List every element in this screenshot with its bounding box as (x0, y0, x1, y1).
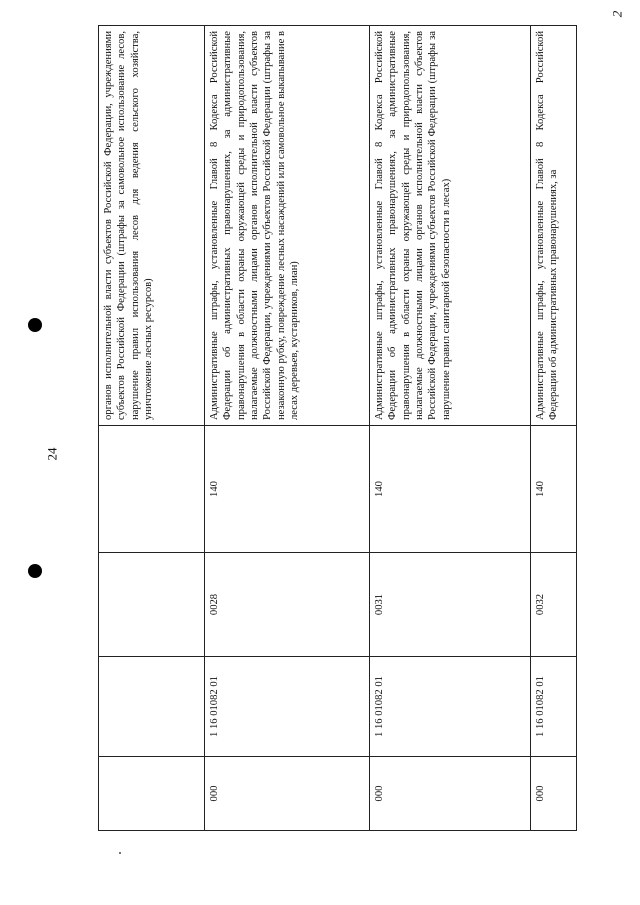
description-cell: Административные штрафы, установленные Главой 8 Кодекса Российской Федерации об административных правонарушениях, за административные правонарушения в области охраны окружающей среды и природопользования, налагаемые должностными лицами органов исполнительной власти субъектов Российской Федерации, учреждениями субъектов Российской Федерации (штрафы за нарушение правил санитарной безопасности в лесах) (370, 26, 531, 426)
subcode-cell: 0031 (370, 553, 531, 657)
kbk-cell: 1 16 01082 01 (531, 657, 577, 757)
table-row (370, 26, 531, 831)
kosgu-cell: 140 (531, 426, 577, 553)
subcode-cell (99, 553, 205, 657)
description-cell: Административные штрафы, установленные Главой 8 Кодекса Российской Федерации об административных правонарушениях, за административные правонарушения в области охраны окружающей среды и природопользования, налагаемые должностными лицами органов исполнительной власти субъектов Российской Федерации, учреждениями субъектов Российской Федерации (штрафы за незаконную рубку, повреждение лесных насаждений или самовольное выкапывание в лесах деревьев, кустарников, лиан) (205, 26, 370, 426)
table-row (531, 26, 577, 831)
scan-speck (119, 852, 121, 854)
rotated-table-container (98, 26, 562, 831)
subcode-cell: 0032 (531, 553, 577, 657)
admin-code-cell: 000 (370, 757, 531, 831)
table-row (205, 26, 370, 831)
budget-codes-table (98, 25, 577, 831)
kbk-cell: 1 16 01082 01 (370, 657, 531, 757)
subcode-cell: 0028 (205, 553, 370, 657)
kbk-cell: 1 16 01082 01 (205, 657, 370, 757)
page-number: 24 (44, 447, 60, 461)
table-row (99, 26, 205, 831)
kbk-cell (99, 657, 205, 757)
admin-code-cell: 000 (205, 757, 370, 831)
admin-code-cell: 000 (531, 757, 577, 831)
corner-handwritten-mark: 2 (609, 10, 625, 18)
kosgu-cell: 140 (370, 426, 531, 553)
kosgu-cell (99, 426, 205, 553)
description-cell: органов исполнительной власти субъектов Российской Федерации, учреждениями субъектов Российской Федерации (штрафы за самовольное использование лесов, нарушение правил использования лесов для ведения сельского хозяйства, уничтожение лесных ресурсов) (99, 26, 205, 426)
kosgu-cell: 140 (205, 426, 370, 553)
punch-hole-top (28, 318, 42, 332)
description-cell: Административные штрафы, установленные Главой 8 Кодекса Российской Федерации об административных правонарушениях, за (531, 26, 577, 426)
admin-code-cell (99, 757, 205, 831)
punch-hole-bottom (28, 564, 42, 578)
